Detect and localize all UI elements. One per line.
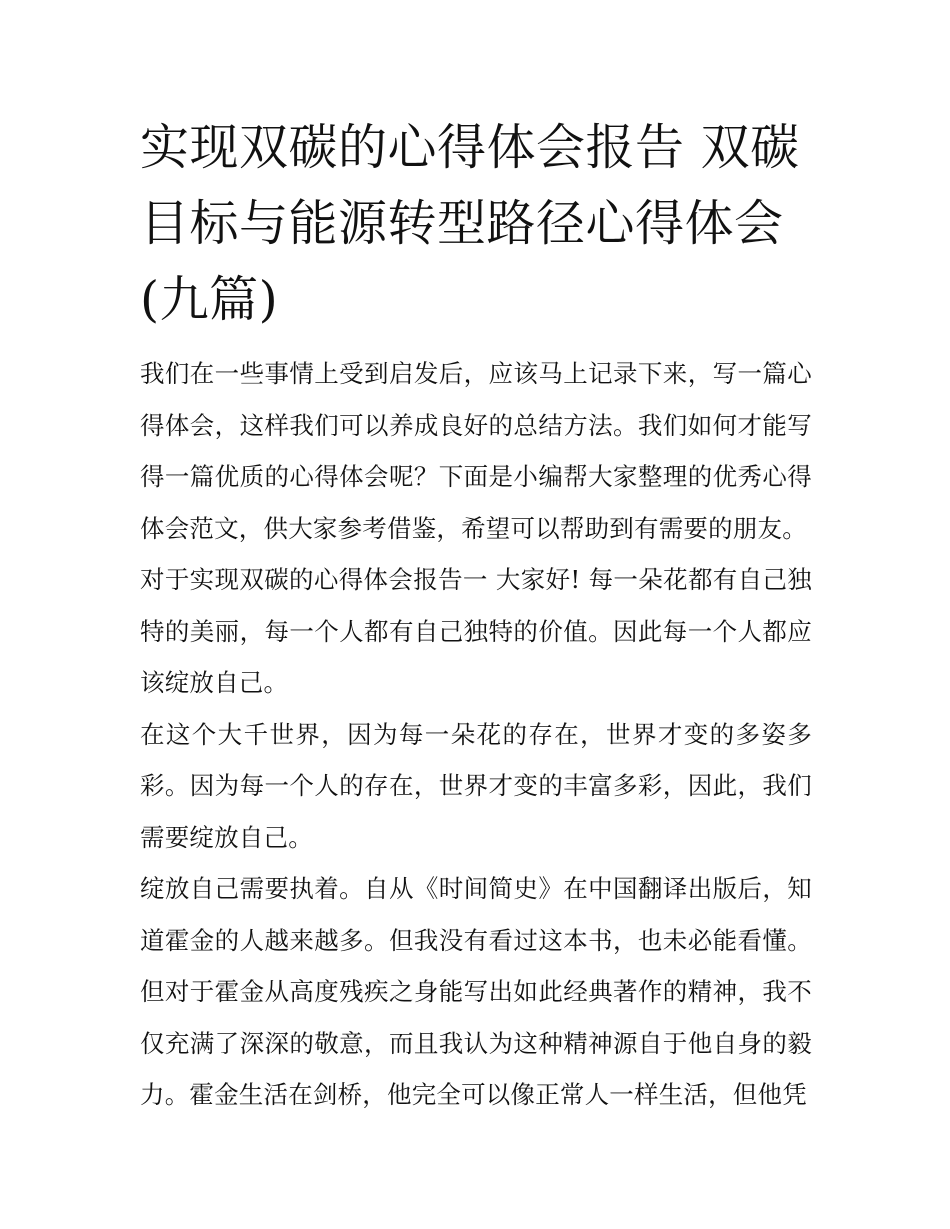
document-body <box>140 110 812 1121</box>
paragraph-3: 绽放自己需要执着。自从《时间简史》在中国翻译出版后，知道霍金的人越来越多。但我没有看过这本书，也未必能看懂。但对于霍金从高度残疾之身能写出如此经典著作的精神，我不仅充满了深深的敬意，而且我认为这种精神源自于他自身的毅力。霍金生活在剑桥，他完全可以像正常人一样生活，但他凭 <box>140 874 812 1109</box>
document-title: 实现双碳的心得体会报告 双碳目标与能源转型路径心得体会(九篇) <box>140 119 800 328</box>
paragraph-1: 对于实现双碳的心得体会报告一 大家好! 每一朵花都有自己独特的美丽，每一个人都有自己独特的价值。因此每一个人都应该绽放自己。 <box>140 565 812 697</box>
paragraph-2: 在这个大千世界，因为每一朵花的存在，世界才变的多姿多彩。因为每一个人的存在，世界才变的丰富多彩，因此，我们需要绽放自己。 <box>140 719 812 852</box>
paragraph-intro: 我们在一些事情上受到启发后，应该马上记录下来，写一篇心得体会，这样我们可以养成良好的总结方法。我们如何才能写得一篇优质的心得体会呢？下面是小编帮大家整理的优秀心得体会范文，供大家参考借鉴，希望可以帮助到有需要的朋友。 <box>140 359 812 543</box>
